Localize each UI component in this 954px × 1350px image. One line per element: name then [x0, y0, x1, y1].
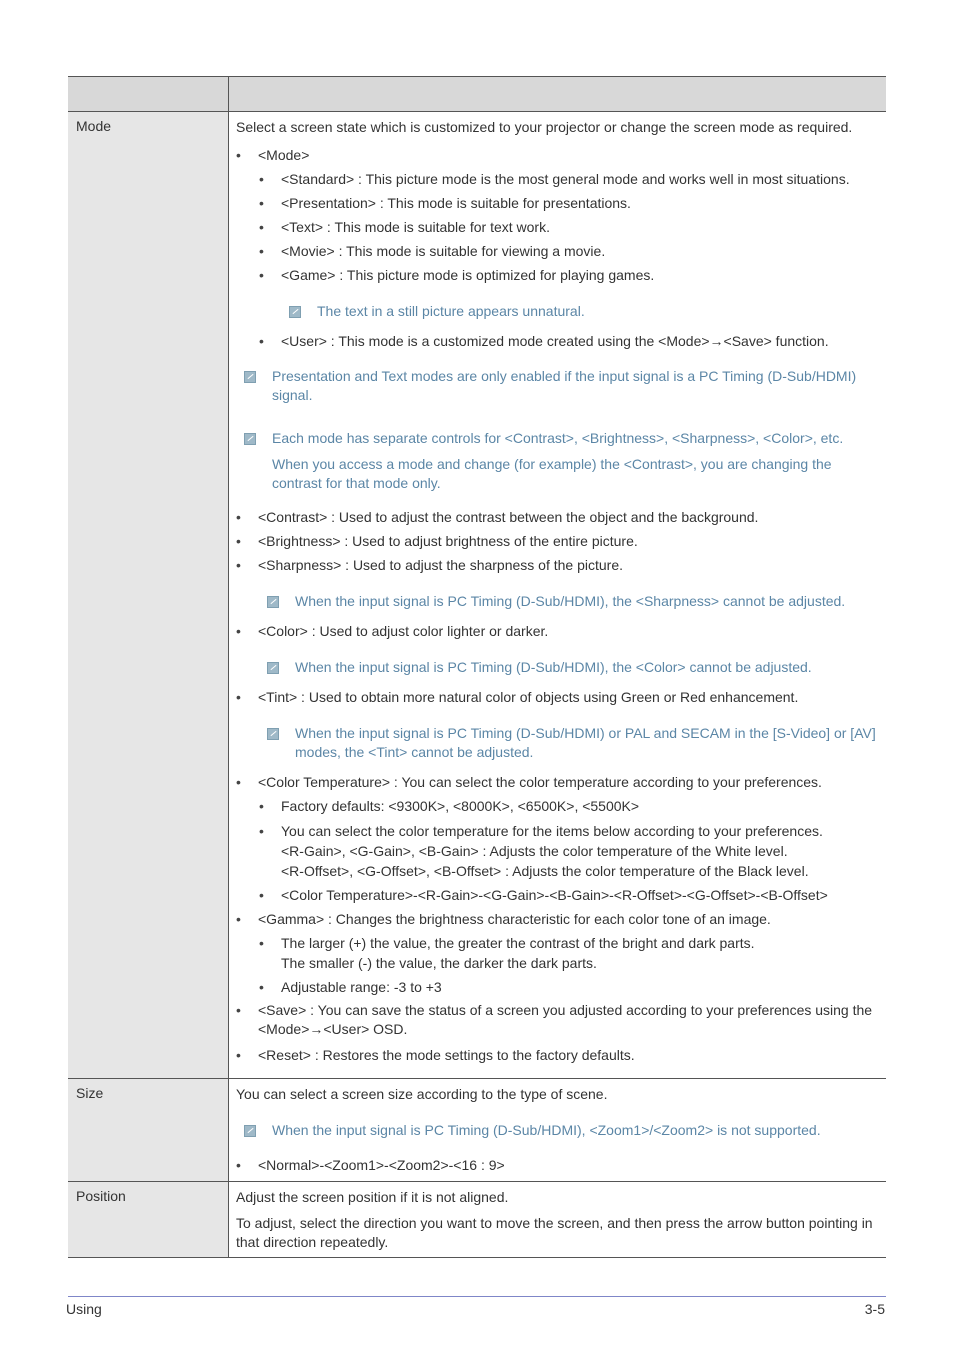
- list-item: • <Gamma> : Changes the brightness characteristic for each color tone of an image.: [236, 909, 878, 929]
- note-icon: [244, 433, 256, 445]
- note-text: When the input signal is PC Timing (D-Sub/HDMI), <Zoom1>/<Zoom2> is not supported.: [272, 1122, 821, 1138]
- size-description: [229, 1079, 886, 1181]
- list-item: • Factory defaults: <9300K>, <8000K>, <6500K>, <5500K>: [236, 796, 878, 816]
- size-intro: You can select a screen size according to the type of scene.: [236, 1086, 608, 1102]
- footer-section: Using: [66, 1301, 102, 1317]
- note-text: When the input signal is PC Timing (D-Sub/HDMI) or PAL and SECAM in the [S-Video] or [AV] modes, the <Tint> cannot be adjusted.: [295, 725, 876, 760]
- list-item-line: The smaller (-) the value, the darker the dark parts.: [281, 955, 597, 971]
- mode-row: [68, 112, 886, 1079]
- position-detail: To adjust, select the direction you want to move the screen, and then press the arrow button pointing in that direction repeatedly.: [236, 1215, 873, 1250]
- list-item: • <Movie> : This mode is suitable for viewing a movie.: [236, 241, 878, 261]
- size-label: Size: [68, 1079, 229, 1181]
- list-item: • <Sharpness> : Used to adjust the sharpness of the picture.: [236, 555, 878, 575]
- note-icon: [244, 371, 256, 383]
- position-description: [229, 1182, 886, 1257]
- list-item: • <Save> : You can save the status of a screen you adjusted according to your preferences using the <Mode>→<User> OSD.: [236, 1001, 878, 1039]
- note: [236, 1121, 878, 1140]
- settings-table: [68, 76, 886, 1258]
- list-item: • <Brightness> : Used to adjust brightness of the entire picture.: [236, 531, 878, 551]
- note-text: When you access a mode and change (for example) the <Contrast>, you are changing the contrast for that mode only.: [272, 456, 832, 491]
- list-item: [236, 933, 878, 973]
- mode-intro: Select a screen state which is customized to your projector or change the screen mode as required.: [236, 119, 853, 135]
- note-text: Presentation and Text modes are only enabled if the input signal is a PC Timing (D-Sub/HDMI) signal.: [272, 368, 857, 403]
- list-item: • <Text> : This mode is suitable for text work.: [236, 217, 878, 237]
- note: [236, 302, 878, 321]
- list-item: • <Color> : Used to adjust color lighter or darker.: [236, 621, 878, 641]
- note-icon: [267, 662, 279, 674]
- list-item: • <Color Temperature> : You can select the color temperature according to your preferences.: [236, 772, 878, 792]
- position-intro: Adjust the screen position if it is not aligned.: [236, 1189, 509, 1205]
- header-cell-name: [68, 77, 229, 111]
- note-icon: [267, 596, 279, 608]
- list-item: • <Contrast> : Used to adjust the contrast between the object and the background.: [236, 507, 878, 527]
- list-item-line: • You can select the color temperature for the items below according to your preferences.: [281, 823, 823, 839]
- position-row: [68, 1182, 886, 1258]
- list-item: • <Presentation> : This mode is suitable for presentations.: [236, 193, 878, 213]
- mode-description: [229, 112, 886, 1078]
- note-icon: [267, 728, 279, 740]
- note-text: The text in a still picture appears unnatural.: [317, 303, 585, 319]
- list-item: • <Mode>: [236, 145, 878, 165]
- mode-label: Mode: [68, 112, 229, 1078]
- list-item: [236, 821, 878, 881]
- list-item-line: <R-Offset>, <G-Offset>, <B-Offset> : Adjusts the color temperature of the Black level.: [281, 863, 809, 879]
- list-item-line: <R-Gain>, <G-Gain>, <B-Gain> : Adjusts the color temperature of the White level.: [281, 843, 788, 859]
- header-cell-description: [229, 77, 886, 111]
- list-item: • <Normal>-<Zoom1>-<Zoom2>-<16 : 9>: [236, 1155, 878, 1175]
- note: [236, 367, 878, 405]
- list-item: • <User> : This mode is a customized mode created using the <Mode>→<Save> function.: [236, 331, 878, 351]
- note: [236, 429, 878, 493]
- note-icon: [289, 306, 301, 318]
- list-item: • <Tint> : Used to obtain more natural color of objects using Green or Red enhancement.: [236, 687, 878, 707]
- note-text: When the input signal is PC Timing (D-Sub/HDMI), the <Color> cannot be adjusted.: [295, 659, 812, 675]
- note-text: When the input signal is PC Timing (D-Sub/HDMI), the <Sharpness> cannot be adjusted.: [295, 593, 846, 609]
- size-row: [68, 1079, 886, 1182]
- note-text: Each mode has separate controls for <Contrast>, <Brightness>, <Sharpness>, <Color>, etc.: [272, 430, 844, 446]
- position-label: Position: [68, 1182, 229, 1257]
- list-item: • <Standard> : This picture mode is the most general mode and works well in most situations.: [236, 169, 878, 189]
- list-item: • <Reset> : Restores the mode settings to the factory defaults.: [236, 1045, 878, 1065]
- list-item: • Adjustable range: -3 to +3: [236, 977, 878, 997]
- list-item-line: • The larger (+) the value, the greater the contrast of the bright and dark parts.: [281, 935, 755, 951]
- note: [236, 724, 878, 762]
- footer-page-number: 3-5: [864, 1301, 885, 1317]
- table-header: [68, 76, 886, 112]
- footer-divider: [68, 1296, 886, 1297]
- list-item: • <Game> : This picture mode is optimized for playing games.: [236, 265, 878, 285]
- note: [236, 658, 878, 677]
- note-icon: [244, 1125, 256, 1137]
- list-item: • <Color Temperature>-<R-Gain>-<G-Gain>-<B-Gain>-<R-Offset>-<G-Offset>-<B-Offset>: [236, 885, 878, 905]
- note: [236, 592, 878, 611]
